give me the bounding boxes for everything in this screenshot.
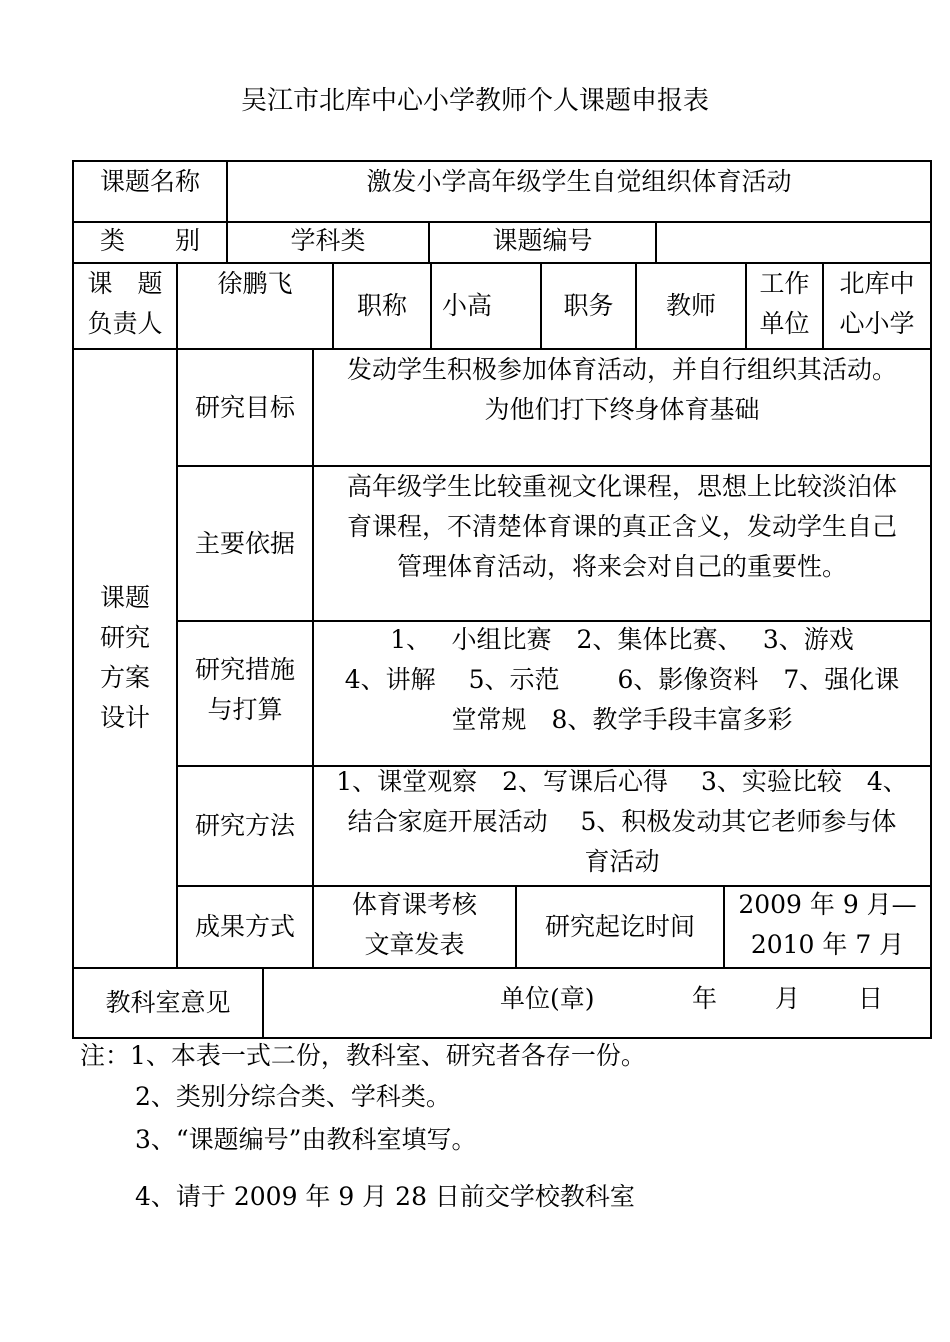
measures-value: 1、 小组比赛 2、集体比赛、 3、游戏 4、讲解 5、示范 6、影像资料 7、强化课 堂常规 8、教学手段丰富多彩 <box>344 625 900 734</box>
leader-name: 徐鹏飞 <box>217 269 293 298</box>
office-opinion-label: 教科室意见 <box>105 988 231 1017</box>
research-methods-label: 研究方法 <box>194 811 295 840</box>
measures-label: 研究措施 与打算 <box>194 655 295 724</box>
note-3: 3、“课题编号”由教科室填写。 <box>135 1125 477 1154</box>
category-value: 学科类 <box>290 226 366 255</box>
date-year-label: 年 <box>692 984 718 1013</box>
work-unit-label: 工作 单位 <box>759 269 810 338</box>
work-unit-value: 北库中 心小学 <box>839 269 915 338</box>
title-label: 职称 <box>356 291 407 320</box>
leader-label: 课 题 负责人 <box>87 269 163 338</box>
stamp-label: 单位(章) <box>500 984 595 1013</box>
project-name-label: 课题名称 <box>99 167 200 196</box>
note-4: 4、请于 2009 年 9 月 28 日前交学校教科室 <box>135 1182 635 1211</box>
period-label: 研究起讫时间 <box>544 912 695 941</box>
research-goal-value: 发动学生积极参加体育活动，并自行组织其活动。 为他们打下终身体育基础 <box>346 355 897 424</box>
main-basis-label: 主要依据 <box>194 528 295 558</box>
project-code-label: 课题编号 <box>492 226 593 255</box>
results-label: 成果方式 <box>194 912 295 941</box>
date-day-label: 日 <box>858 984 884 1013</box>
duty-value: 教师 <box>665 291 716 320</box>
category-label: 类 别 <box>99 226 200 255</box>
note-1: 注：1、本表一式二份，教科室、研究者各存一份。 <box>80 1041 646 1070</box>
date-month-label: 月 <box>775 984 801 1013</box>
research-methods-value: 1、课堂观察 2、写课后心得 3、实验比较 4、 结合家庭开展活动 5、积极发动其它老师参与体 育活动 <box>336 767 908 876</box>
project-name-value: 激发小学高年级学生自觉组织体育活动 <box>366 167 792 196</box>
research-goal-label: 研究目标 <box>194 392 295 422</box>
title-value: 小高 <box>441 291 492 320</box>
period-value: 2009 年 9 月— 2010 年 7 月 <box>738 890 917 959</box>
page-title: 吴江市北库中心小学教师个人课题申报表 <box>240 86 709 116</box>
duty-label: 职务 <box>563 291 614 320</box>
design-section-label: 课题 研究 方案 设计 <box>99 583 150 732</box>
results-value: 体育课考核 文章发表 <box>351 890 477 959</box>
main-basis-value: 高年级学生比较重视文化课程，思想上比较淡泊体 育课程，不清楚体育课的真正含义，发动学生自己 管理体育活动，将来会对自己的重要性。 <box>346 472 897 581</box>
note-2: 2、类别分综合类、学科类。 <box>135 1082 451 1111</box>
